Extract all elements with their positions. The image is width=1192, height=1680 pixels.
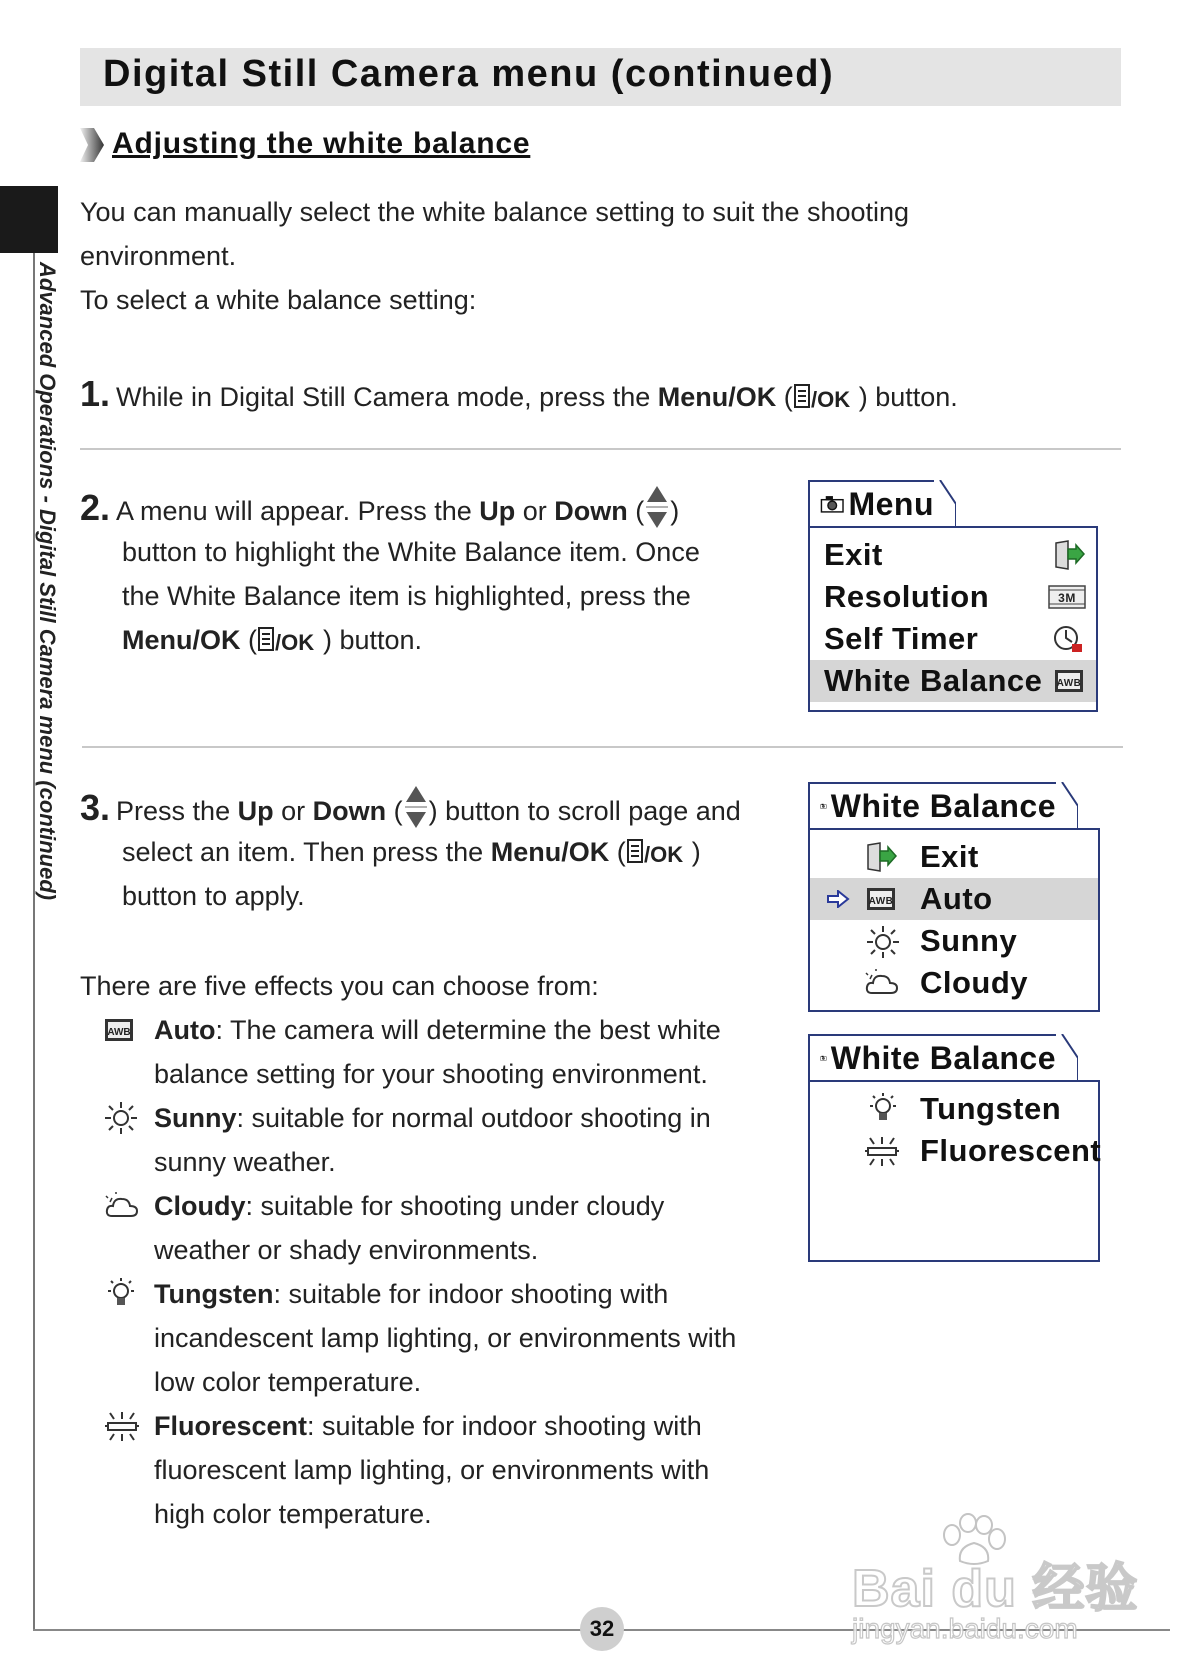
- awb-badge-text: AWB: [107, 1027, 131, 1038]
- effect-name: Sunny: [154, 1103, 237, 1133]
- effect-name: Fluorescent: [154, 1411, 308, 1441]
- step-1-end: ) button.: [858, 382, 958, 412]
- step-2-l4-open: (: [240, 625, 257, 655]
- tungsten-bulb-icon: [104, 1277, 138, 1311]
- menu-item-label: Self Timer: [824, 621, 979, 656]
- wb-item-label: Auto: [920, 881, 993, 916]
- effect-desc: : The camera will determine the best white: [215, 1015, 721, 1045]
- sidebar-label-wrap: [34, 262, 60, 972]
- page-number: 32: [580, 1607, 624, 1651]
- sun-icon: [866, 925, 900, 959]
- awb-icon: [1054, 669, 1084, 693]
- wb-panel-1-title: White Balance: [830, 787, 1056, 824]
- step-1-number: 1.: [80, 373, 111, 414]
- step-1-text: While in Digital Still Camera mode, press the: [116, 382, 658, 412]
- wb-item-tungsten[interactable]: [810, 1088, 1098, 1130]
- wb-item-label: Sunny: [920, 923, 1018, 958]
- wb-item-label: Tungsten: [920, 1091, 1062, 1126]
- menu-item-label: White Balance: [824, 663, 1043, 698]
- svg-text:/OK: /OK: [275, 630, 315, 653]
- menu-panel-title: Menu: [848, 485, 934, 522]
- step-3-l2-open: (: [609, 837, 626, 867]
- effect-desc: balance setting for your shooting environment.: [154, 1059, 708, 1089]
- step-2-line-2: button to highlight the White Balance item. Once: [122, 537, 700, 567]
- exit-icon: [864, 841, 898, 873]
- effect-desc: weather or shady environments.: [154, 1235, 539, 1265]
- step-3-text: Press the: [116, 796, 238, 826]
- effect-name: Auto: [154, 1015, 216, 1045]
- menu-item-self-timer[interactable]: [810, 618, 1096, 660]
- effect-cloudy-line-1: [154, 1184, 664, 1228]
- resolution-badge-text: 3M: [1058, 591, 1076, 605]
- step-2-menuok: Menu/OK: [122, 625, 241, 655]
- tab-notch: [1056, 782, 1078, 828]
- page-title: Digital Still Camera menu (continued): [103, 53, 835, 95]
- effect-fluorescent-line-1: [154, 1404, 702, 1448]
- step-3-menuok: Menu/OK: [490, 837, 610, 867]
- tab-notch: [934, 480, 956, 526]
- step-3-paren: (: [386, 796, 403, 826]
- wb-panel-2-tab: [808, 1034, 1058, 1080]
- divider-2: [82, 746, 1123, 748]
- step-2-text: A menu will appear. Press the: [116, 496, 480, 526]
- effects-intro: There are five effects you can choose from:: [80, 971, 599, 1001]
- effect-sunny-line-1: [154, 1096, 711, 1140]
- awb-badge-text: AWB: [868, 896, 894, 907]
- menu-item-exit[interactable]: [810, 534, 1096, 576]
- step-3-or: or: [273, 796, 313, 826]
- step-3-line-2: [122, 830, 701, 878]
- section-heading: Adjusting the white balance: [112, 127, 531, 160]
- menu-item-white-balance[interactable]: [810, 660, 1096, 702]
- step-2-down: Down: [554, 496, 628, 526]
- menu-item-label: Resolution: [824, 579, 990, 614]
- effect-auto-line-1: [154, 1008, 721, 1052]
- cloud-icon: [864, 967, 900, 999]
- step-3-line-3: button to apply.: [122, 881, 305, 911]
- wb-item-fluorescent[interactable]: [810, 1130, 1102, 1172]
- step-3-l2-close: ): [691, 837, 701, 867]
- effect-desc: fluorescent lamp lighting, or environments with: [154, 1455, 710, 1485]
- selection-arrow-icon: [826, 890, 850, 908]
- effect-desc: high color temperature.: [154, 1499, 432, 1529]
- wb-item-sunny[interactable]: [810, 920, 1098, 962]
- effect-tungsten-line-1: [154, 1272, 668, 1316]
- menu-panel: [808, 480, 1098, 712]
- effect-desc: incandescent lamp lighting, or environments with: [154, 1323, 737, 1353]
- svg-text:/OK: /OK: [810, 387, 850, 410]
- wb-panel-2-box: [808, 1080, 1100, 1262]
- step-3-up: Up: [237, 796, 274, 826]
- step-1-paren: (: [776, 382, 793, 412]
- fluorescent-icon: [864, 1135, 900, 1167]
- sidebar-label: Advanced Operations - Digital Still Camera menu (continued): [35, 262, 60, 901]
- sun-icon: [104, 1101, 138, 1135]
- awb-icon: [866, 887, 896, 911]
- intro-line-3: To select a white balance setting:: [80, 285, 477, 315]
- step-3-number: 3.: [80, 787, 111, 828]
- watermark-brand: Bai du 经验: [852, 1560, 1139, 1618]
- menu-panel-tab: [808, 480, 936, 526]
- step-2-up: Up: [479, 496, 516, 526]
- step-3-line-2-text: select an item. Then press the: [122, 837, 491, 867]
- awb-badge-text: AWB: [1056, 678, 1082, 689]
- step-2-l4-end: ) button.: [323, 625, 423, 655]
- menu-ok-icon: [257, 622, 323, 666]
- wb-panel-1-tab: [808, 782, 1058, 828]
- divider-1: [80, 448, 1121, 450]
- wb-item-label: Exit: [920, 839, 979, 874]
- step-3-end: ) button to scroll page and: [428, 796, 741, 826]
- tab-notch: [1056, 1034, 1078, 1080]
- wb-panel-2-title: White Balance: [830, 1039, 1056, 1076]
- effect-name: Cloudy: [154, 1191, 246, 1221]
- step-3-down: Down: [312, 796, 387, 826]
- awb-icon: [104, 1018, 134, 1042]
- effect-desc: : suitable for indoor shooting with: [273, 1279, 669, 1309]
- menu-item-label: Exit: [824, 537, 883, 572]
- resolution-icon: [1048, 584, 1086, 610]
- exit-icon: [1052, 539, 1086, 571]
- effect-desc: : suitable for shooting under cloudy: [245, 1191, 665, 1221]
- effect-desc: low color temperature.: [154, 1367, 422, 1397]
- effect-desc: : suitable for normal outdoor shooting in: [236, 1103, 711, 1133]
- step-2-number: 2.: [80, 487, 111, 528]
- wb-item-cloudy[interactable]: [810, 962, 1098, 1004]
- step-2-close: ): [670, 496, 680, 526]
- camera-icon: [820, 491, 844, 517]
- step-2-line-3: the White Balance item is highlighted, press the: [122, 581, 691, 611]
- step-1: [80, 372, 958, 423]
- step-2-line-4: [122, 618, 422, 666]
- wb-item-label: Fluorescent: [920, 1133, 1102, 1168]
- camera-icon: [820, 793, 827, 819]
- cloud-icon: [104, 1190, 140, 1222]
- menu-panel-box: [808, 526, 1098, 712]
- section-marker-icon: [80, 128, 104, 162]
- watermark-url: jingyan.baidu.com: [852, 1613, 1078, 1644]
- wb-item-exit[interactable]: [810, 836, 1098, 878]
- step-2-paren: (: [627, 496, 645, 526]
- camera-icon: [820, 1045, 827, 1071]
- wb-panel-1-box: [808, 828, 1100, 1012]
- step-2-or: or: [515, 496, 555, 526]
- step-1-menuok: Menu/OK: [657, 382, 777, 412]
- fluorescent-icon: [104, 1410, 140, 1442]
- effect-desc: : suitable for indoor shooting with: [307, 1411, 702, 1441]
- wb-item-auto[interactable]: [810, 878, 1098, 920]
- effect-desc: sunny weather.: [154, 1147, 336, 1177]
- wb-panel-2: [808, 1034, 1100, 1262]
- menu-item-resolution[interactable]: [810, 576, 1096, 618]
- self-timer-icon: [1052, 624, 1084, 654]
- intro-line-1: You can manually select the white balance setting to suit the shooting: [80, 197, 910, 227]
- tungsten-bulb-icon: [866, 1092, 900, 1126]
- svg-text:/OK: /OK: [643, 842, 683, 865]
- wb-item-label: Cloudy: [920, 965, 1029, 1000]
- intro-line-2: environment.: [80, 241, 237, 271]
- effect-name: Tungsten: [154, 1279, 274, 1309]
- menu-ok-icon: [793, 379, 859, 423]
- wb-panel-1: [808, 782, 1100, 1012]
- menu-ok-icon: [626, 834, 692, 878]
- side-tab-block: [0, 186, 58, 253]
